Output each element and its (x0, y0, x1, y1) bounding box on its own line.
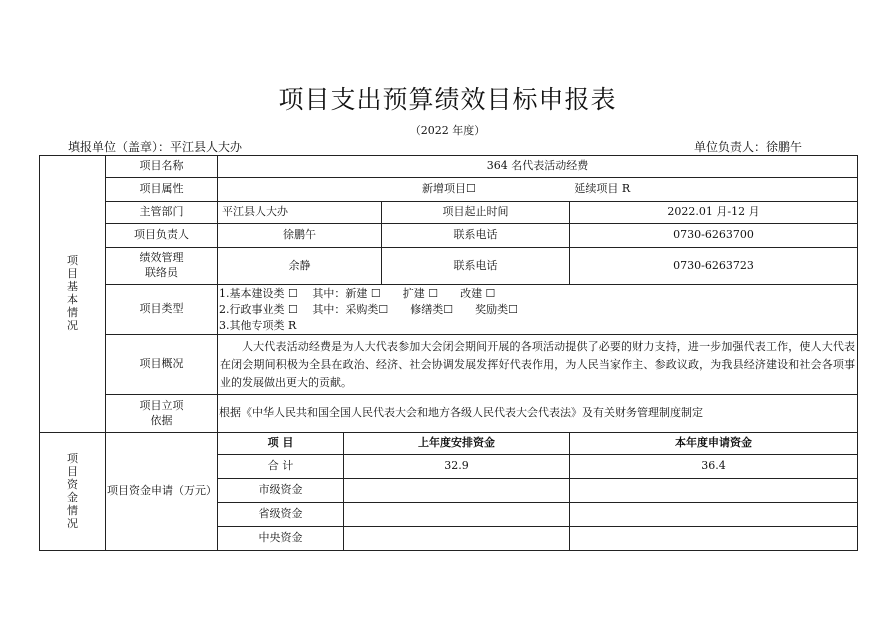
reporting-unit: 填报单位（盖章）：平江县人大办 (68, 140, 243, 154)
value-period[interactable]: 2022.01 月-12 月 (570, 202, 858, 224)
funds-this-total[interactable]: 36.4 (570, 455, 858, 479)
value-overview[interactable]: 人大代表活动经费是为人大代表参加大会闭会期间开展的各项活动提供了必要的财力支持，进一步加强代表工作，使人大代表在闭会期间积极为全县在政治、经济、社会协调发展发挥好代表作用，为人民当家作主、参政议政，为我县经济建设和社会各项事业的发展做出更大的贡献。 (218, 335, 858, 395)
row-funds-header (40, 433, 858, 455)
row-dept (40, 202, 858, 224)
type-admin-line[interactable]: 2.行政事业类 ☐ 其中：采购类☐ 修缮类☐ 奖励类☐ (219, 302, 518, 316)
checkbox-new-project[interactable]: 新增项目☐ (422, 182, 476, 196)
row-overview (40, 335, 858, 395)
value-owner[interactable]: 徐鹏午 (218, 224, 382, 248)
value-project-type (218, 285, 858, 335)
checkbox-continuing-project[interactable]: 延续项目 R (574, 182, 631, 196)
label-funds-apply: 项目资金申请（万元） (106, 433, 218, 551)
label-basis (106, 395, 218, 433)
funds-this-city[interactable] (570, 479, 858, 503)
page-title: 项目支出预算绩效目标申报表 (278, 85, 617, 114)
row-owner (40, 224, 858, 248)
label-perf-contact (106, 248, 218, 285)
label-perf-contact-line2: 联络员 (145, 266, 178, 279)
funds-this-province[interactable] (570, 503, 858, 527)
row-project-type (40, 285, 858, 335)
label-project-name: 项目名称 (106, 156, 218, 178)
col-header-last-year: 上年度安排资金 (344, 433, 570, 455)
label-phone2: 联系电话 (382, 248, 570, 285)
label-phone: 联系电话 (382, 224, 570, 248)
funds-this-central[interactable] (570, 527, 858, 551)
value-dept[interactable]: 平江县人大办 (218, 202, 382, 224)
row-basis (40, 395, 858, 433)
value-basis[interactable]: 根据《中华人民共和国全国人民代表大会和地方各级人民代表大会代表法》及有关财务管理制度制定 (218, 395, 858, 433)
funds-item-total: 合 计 (218, 455, 344, 479)
type-other-line[interactable]: 3.其他专项类 R (219, 318, 297, 332)
col-header-item: 项 目 (218, 433, 344, 455)
funds-item-central: 中央资金 (218, 527, 344, 551)
value-project-attr (218, 178, 858, 202)
value-project-name[interactable]: 364 名代表活动经费 (218, 156, 858, 178)
type-infrastructure-line[interactable]: 1.基本建设类 ☐ 其中：新建 ☐ 扩建 ☐ 改建 ☐ (219, 286, 496, 300)
row-project-attr (40, 178, 858, 202)
funds-last-central[interactable] (344, 527, 570, 551)
funds-last-total[interactable]: 32.9 (344, 455, 570, 479)
funds-item-city: 市级资金 (218, 479, 344, 503)
label-project-attr: 项目属性 (106, 178, 218, 202)
value-phone2[interactable]: 0730-6263723 (570, 248, 858, 285)
section-funds: 项目资金情况 (40, 433, 106, 551)
label-basis-line2: 依据 (150, 413, 173, 427)
label-project-type: 项目类型 (106, 285, 218, 335)
value-perf-contact[interactable]: 余静 (218, 248, 382, 285)
row-perf-contact (40, 248, 858, 285)
section-basic-info: 项目基本情况 (40, 156, 106, 433)
performance-form-table (39, 155, 858, 551)
label-owner: 项目负责人 (106, 224, 218, 248)
funds-item-province: 省级资金 (218, 503, 344, 527)
label-dept: 主管部门 (106, 202, 218, 224)
col-header-this-year: 本年度申请资金 (570, 433, 858, 455)
label-overview: 项目概况 (106, 335, 218, 395)
funds-last-province[interactable] (344, 503, 570, 527)
label-period: 项目起止时间 (382, 202, 570, 224)
label-perf-contact-line1: 绩效管理 (139, 251, 184, 265)
value-phone[interactable]: 0730-6263700 (570, 224, 858, 248)
unit-head: 单位负责人：徐鹏午 (694, 140, 803, 154)
fiscal-year: （2022 年度） (409, 124, 486, 137)
row-project-name (40, 156, 858, 178)
label-basis-line1: 项目立项 (139, 398, 184, 412)
funds-last-city[interactable] (344, 479, 570, 503)
